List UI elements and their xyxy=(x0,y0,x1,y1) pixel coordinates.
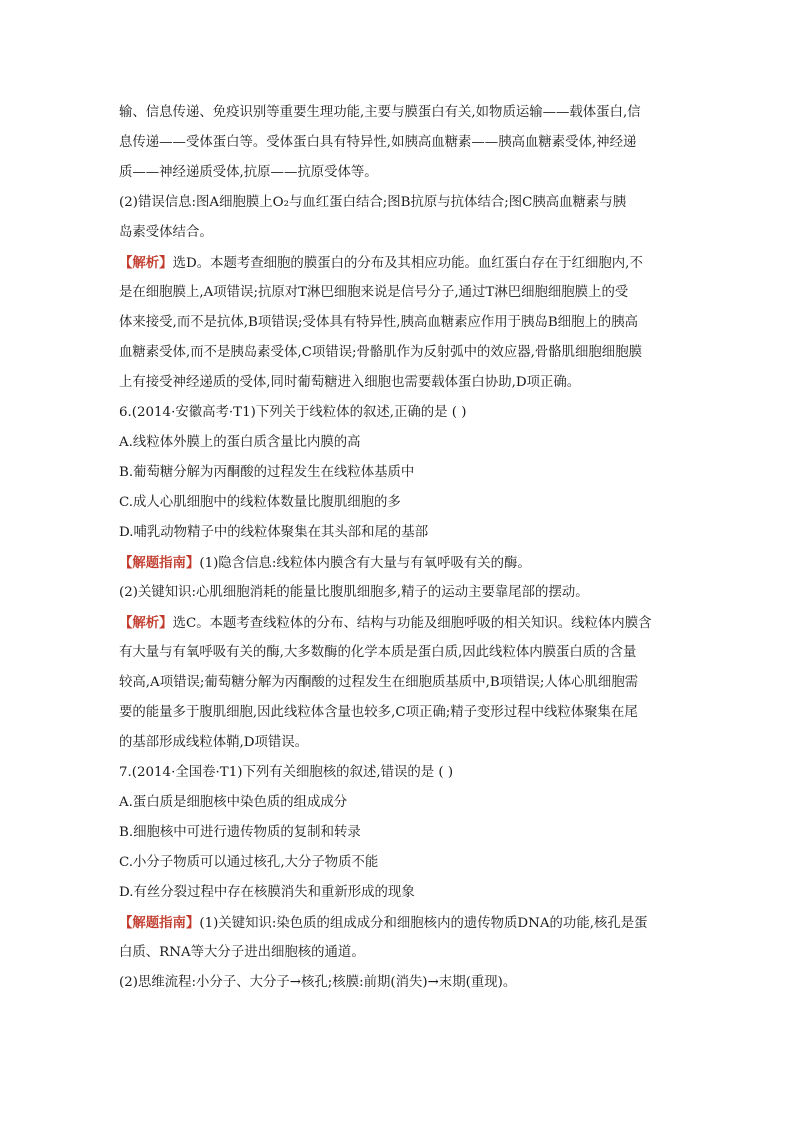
line-text: (2)关键知识:心肌细胞消耗的能量比腹肌细胞多,精子的运动主要靠尾部的摆动。 xyxy=(119,585,589,600)
line-text: 血糖素受体,而不是胰岛素受体,C项错误;骨骼肌作为反射弧中的效应器,骨骼肌细胞细胞膜 xyxy=(119,345,642,360)
line-text: 输、信息传递、免疫识别等重要生理功能,主要与膜蛋白有关,如物质运输——载体蛋白,信 xyxy=(119,105,641,120)
text-line xyxy=(119,550,679,576)
line-text: D.有丝分裂过程中存在核膜消失和重新形成的现象 xyxy=(119,885,415,900)
line-text: 的基部形成线粒体鞘,D项错误。 xyxy=(119,735,309,750)
line-text: B.葡萄糖分解为丙酮酸的过程发生在线粒体基质中 xyxy=(119,465,415,480)
line-text: (2)思维流程:小分子、大分子→核孔;核膜:前期(消失)→末期(重现)。 xyxy=(119,975,517,990)
section-tag: 【解析】 xyxy=(119,255,173,271)
text-line xyxy=(119,940,679,966)
line-text: 6.(2014·安徽高考·T1)下列关于线粒体的叙述,正确的是 ( ) xyxy=(119,405,467,420)
text-line xyxy=(119,490,679,516)
line-text: A.线粒体外膜上的蛋白质含量比内膜的高 xyxy=(119,435,361,450)
text-line xyxy=(119,460,679,486)
line-text: (2)错误信息:图A细胞膜上O₂与血红蛋白结合;图B抗原与抗体结合;图C胰高血糖素与胰 xyxy=(119,195,627,210)
section-tag: 【解析】 xyxy=(119,615,173,631)
text-line xyxy=(119,880,679,906)
section-tag: 【解题指南】 xyxy=(119,915,200,931)
text-line xyxy=(119,670,679,696)
text-line xyxy=(119,250,679,276)
text-line xyxy=(119,280,679,306)
text-line xyxy=(119,700,679,726)
line-text: 息传递——受体蛋白等。受体蛋白具有特异性,如胰高血糖素——胰高血糖素受体,神经递 xyxy=(119,135,637,150)
text-line xyxy=(119,370,679,396)
section-tag: 【解题指南】 xyxy=(119,555,200,571)
text-line xyxy=(119,790,679,816)
line-text: D.哺乳动物精子中的线粒体聚集在其头部和尾的基部 xyxy=(119,525,429,540)
line-text: 岛素受体结合。 xyxy=(119,225,213,240)
line-text: 是在细胞膜上,A项错误;抗原对T淋巴细胞来说是信号分子,通过T淋巴细胞细胞膜上的受 xyxy=(119,285,629,300)
line-text: 上有接受神经递质的受体,同时葡萄糖进入细胞也需要载体蛋白协助,D项正确。 xyxy=(119,375,581,390)
line-text: (1)关键知识:染色质的组成成分和细胞核内的遗传物质DNA的功能,核孔是蛋 xyxy=(199,916,648,931)
line-text: 选C。本题考查线粒体的分布、结构与功能及细胞呼吸的相关知识。线粒体内膜含 xyxy=(172,616,652,631)
text-line xyxy=(119,400,679,426)
line-text: 要的能量多于腹肌细胞,因此线粒体含量也较多,C项正确;精子变形过程中线粒体聚集在尾 xyxy=(119,705,638,720)
line-text: C.小分子物质可以通过核孔,大分子物质不能 xyxy=(119,855,379,870)
text-line xyxy=(119,190,679,216)
line-text: 体来接受,而不是抗体,B项错误;受体具有特异性,胰高血糖素应作用于胰岛B细胞上的胰高 xyxy=(119,315,639,330)
text-line xyxy=(119,160,679,186)
text-line xyxy=(119,100,679,126)
line-text: A.蛋白质是细胞核中染色质的组成成分 xyxy=(119,795,348,810)
document-body xyxy=(119,100,679,1000)
line-text: 质——神经递质受体,抗原——抗原受体等。 xyxy=(119,165,378,180)
text-line xyxy=(119,970,679,996)
text-line xyxy=(119,910,679,936)
line-text: B.细胞核中可进行遗传物质的复制和转录 xyxy=(119,825,361,840)
line-text: (1)隐含信息:线粒体内膜含有大量与有氧呼吸有关的酶。 xyxy=(199,556,531,571)
line-text: C.成人心肌细胞中的线粒体数量比腹肌细胞的多 xyxy=(119,495,401,510)
text-line xyxy=(119,130,679,156)
text-line xyxy=(119,580,679,606)
line-text: 有大量与有氧呼吸有关的酶,大多数酶的化学本质是蛋白质,因此线粒体内膜蛋白质的含量 xyxy=(119,645,637,660)
text-line xyxy=(119,520,679,546)
line-text: 白质、RNA等大分子进出细胞核的通道。 xyxy=(119,945,365,960)
text-line xyxy=(119,850,679,876)
text-line xyxy=(119,310,679,336)
text-line xyxy=(119,730,679,756)
line-text: 较高,A项错误;葡萄糖分解为丙酮酸的过程发生在细胞质基质中,B项错误;人体心肌细胞需 xyxy=(119,675,639,690)
line-text: 7.(2014·全国卷·T1)下列有关细胞核的叙述,错误的是 ( ) xyxy=(119,765,454,780)
text-line xyxy=(119,820,679,846)
text-line xyxy=(119,340,679,366)
text-line xyxy=(119,430,679,456)
text-line xyxy=(119,220,679,246)
text-line xyxy=(119,610,679,636)
text-line xyxy=(119,760,679,786)
text-line xyxy=(119,640,679,666)
line-text: 选D。本题考查细胞的膜蛋白的分布及其相应功能。血红蛋白存在于红细胞内,不 xyxy=(172,256,643,271)
